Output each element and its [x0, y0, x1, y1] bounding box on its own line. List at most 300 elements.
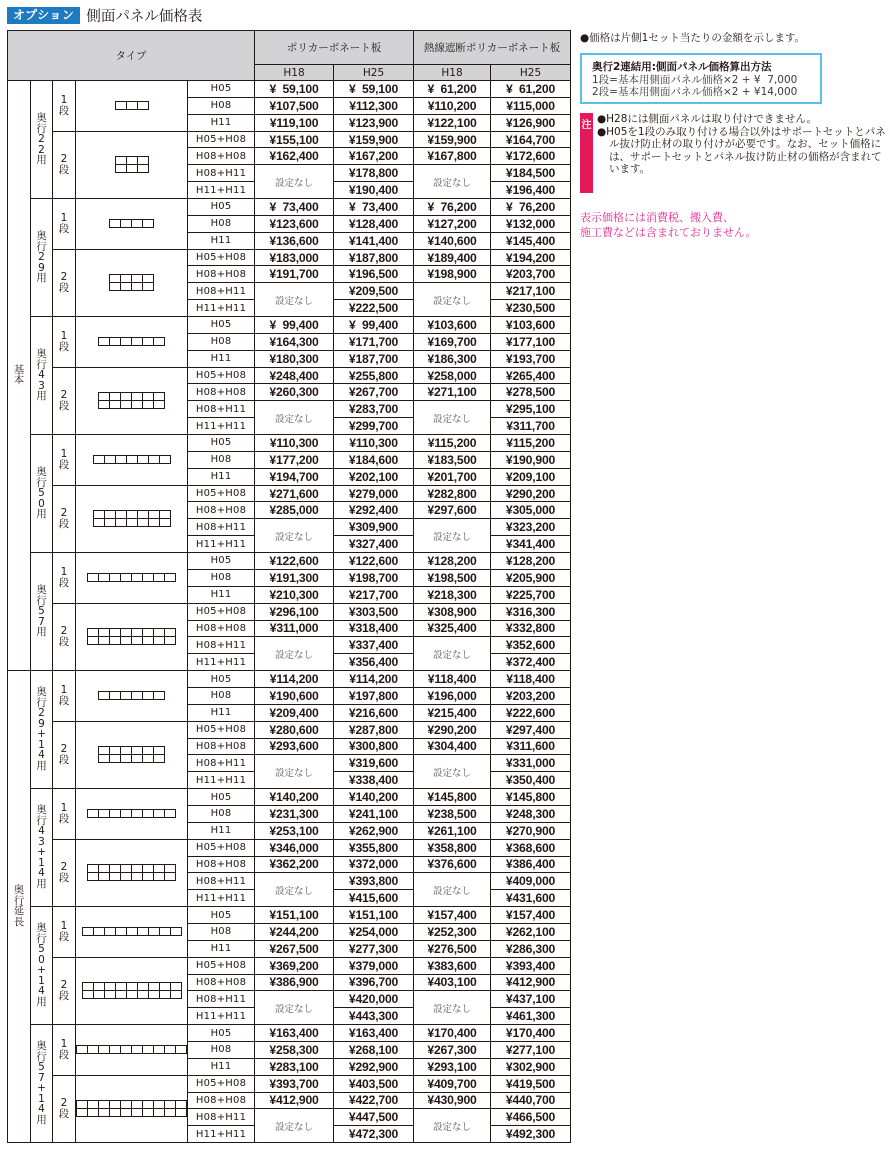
price-cell: ¥167,200 — [334, 148, 414, 165]
price-cell: ¥183,000 — [255, 249, 334, 266]
price-cell: ¥332,800 — [491, 620, 571, 637]
size-label: H11 — [188, 232, 255, 249]
size-label: H11+H11 — [188, 536, 255, 553]
size-label: H08+H11 — [188, 755, 255, 772]
tier-label-text: 2段 — [58, 979, 70, 1002]
price-cell: ¥252,300 — [414, 923, 491, 940]
price-cell: ¥292,900 — [334, 1058, 414, 1075]
tier-label-text: 1段 — [58, 920, 70, 943]
price-cell: ¥323,200 — [491, 519, 571, 536]
price-cell: ¥422,700 — [334, 1092, 414, 1109]
depth-label — [31, 317, 53, 435]
depth-label — [31, 1025, 53, 1143]
price-cell: ¥302,900 — [491, 1058, 571, 1075]
tier-label-text: 2段 — [58, 625, 70, 648]
panel-2-tier-diagram-icon — [93, 510, 171, 527]
price-cell: ¥164,700 — [491, 131, 571, 148]
tier-label-text: 2段 — [58, 1097, 70, 1120]
price-cell: ¥437,100 — [491, 991, 571, 1008]
price-cell: ¥372,000 — [334, 856, 414, 873]
price-cell: ¥352,600 — [491, 637, 571, 654]
panel-1-tier-diagram-icon — [87, 573, 176, 582]
price-cell: ¥466,500 — [491, 1109, 571, 1126]
price-cell: ¥278,500 — [491, 384, 571, 401]
price-cell: ¥ 73,400 — [334, 199, 414, 216]
price-cell: ¥285,000 — [255, 502, 334, 519]
price-not-available: 設定なし — [414, 519, 491, 553]
price-cell: ¥218,300 — [414, 586, 491, 603]
size-label: H05+H08 — [188, 957, 255, 974]
side-notes — [580, 30, 886, 240]
price-cell: ¥190,400 — [334, 182, 414, 199]
price-cell: ¥412,900 — [255, 1092, 334, 1109]
size-label: H11+H11 — [188, 300, 255, 317]
table-row — [8, 907, 571, 924]
panel-diagram-cell — [76, 957, 188, 1024]
price-cell: ¥189,400 — [414, 249, 491, 266]
depth-label-text: 奥行22用 — [36, 112, 47, 166]
price-cell: ¥393,400 — [491, 957, 571, 974]
depth-label — [31, 81, 53, 199]
price-cell: ¥162,400 — [255, 148, 334, 165]
group-label — [8, 81, 31, 671]
price-not-available: 設定なし — [414, 283, 491, 317]
size-label: H08 — [188, 1041, 255, 1058]
size-label: H08+H11 — [188, 283, 255, 300]
depth-label-text: 奥行50用 — [36, 466, 47, 521]
price-cell: ¥244,200 — [255, 923, 334, 940]
price-cell: ¥114,200 — [255, 671, 334, 688]
price-cell: ¥241,100 — [334, 805, 414, 822]
size-label: H08+H11 — [188, 637, 255, 654]
price-cell: ¥222,600 — [491, 704, 571, 721]
price-cell: ¥327,400 — [334, 536, 414, 553]
price-cell: ¥177,100 — [491, 333, 571, 350]
price-cell: ¥409,000 — [491, 873, 571, 890]
tier-label — [53, 317, 76, 368]
price-not-available: 設定なし — [414, 165, 491, 199]
price-cell: ¥187,800 — [334, 249, 414, 266]
depth-label — [31, 789, 53, 907]
price-cell: ¥103,600 — [491, 317, 571, 334]
price-not-available: 設定なし — [414, 755, 491, 789]
price-cell: ¥203,200 — [491, 687, 571, 704]
price-cell: ¥337,400 — [334, 637, 414, 654]
size-label: H05 — [188, 1025, 255, 1042]
tier-label — [53, 907, 76, 958]
tier-label — [53, 249, 76, 316]
price-cell: ¥346,000 — [255, 839, 334, 856]
size-label: H11 — [188, 822, 255, 839]
price-cell: ¥386,400 — [491, 856, 571, 873]
price-cell: ¥ 76,200 — [414, 199, 491, 216]
panel-diagram-cell — [76, 367, 188, 434]
price-cell: ¥167,800 — [414, 148, 491, 165]
size-label: H08+H11 — [188, 991, 255, 1008]
table-row — [8, 603, 571, 620]
tier-label — [53, 721, 76, 788]
price-cell: ¥126,900 — [491, 114, 571, 131]
price-cell: ¥140,200 — [334, 789, 414, 806]
price-cell: ¥303,500 — [334, 603, 414, 620]
tier-label — [53, 199, 76, 250]
price-cell: ¥287,800 — [334, 721, 414, 738]
price-cell: ¥170,400 — [491, 1025, 571, 1042]
size-label: H05 — [188, 435, 255, 452]
size-label: H11 — [188, 704, 255, 721]
tier-label-text: 2段 — [58, 153, 70, 176]
price-cell: ¥258,300 — [255, 1041, 334, 1058]
price-cell: ¥299,700 — [334, 418, 414, 435]
size-label: H08+H11 — [188, 401, 255, 418]
price-cell: ¥271,600 — [255, 485, 334, 502]
material-header-polycarbonate: ポリカーボネート板 — [255, 31, 414, 65]
price-cell: ¥419,500 — [491, 1075, 571, 1092]
price-cell: ¥198,700 — [334, 569, 414, 586]
price-cell: ¥107,500 — [255, 97, 334, 114]
price-cell: ¥258,000 — [414, 367, 491, 384]
price-not-available: 設定なし — [255, 991, 334, 1025]
size-label: H11+H11 — [188, 1008, 255, 1025]
tier-label-text: 1段 — [58, 448, 70, 471]
price-not-available: 設定なし — [414, 873, 491, 907]
size-label: H05+H08 — [188, 485, 255, 502]
price-cell: ¥325,400 — [414, 620, 491, 637]
table-row — [8, 249, 571, 266]
price-cell: ¥184,600 — [334, 451, 414, 468]
tier-label — [53, 485, 76, 552]
price-not-available: 設定なし — [255, 755, 334, 789]
price-not-available: 設定なし — [255, 1109, 334, 1143]
price-cell: ¥196,000 — [414, 687, 491, 704]
price-cell: ¥292,400 — [334, 502, 414, 519]
price-cell: ¥141,400 — [334, 232, 414, 249]
size-label: H05 — [188, 789, 255, 806]
tier-label-text: 1段 — [58, 802, 70, 825]
price-cell: ¥254,000 — [334, 923, 414, 940]
panel-1-tier-diagram-icon — [98, 337, 165, 346]
table-row — [8, 553, 571, 570]
price-cell: ¥461,300 — [491, 1008, 571, 1025]
panel-diagram-cell — [76, 839, 188, 906]
panel-2-tier-diagram-icon — [76, 1100, 187, 1117]
price-cell: ¥293,600 — [255, 738, 334, 755]
price-cell: ¥248,400 — [255, 367, 334, 384]
price-cell: ¥205,900 — [491, 569, 571, 586]
price-cell: ¥277,100 — [491, 1041, 571, 1058]
price-cell: ¥170,400 — [414, 1025, 491, 1042]
price-cell: ¥267,300 — [414, 1041, 491, 1058]
price-cell: ¥115,000 — [491, 97, 571, 114]
price-cell: ¥112,300 — [334, 97, 414, 114]
tax-notice-line: 施工費などは含まれておりません。 — [580, 225, 757, 239]
price-cell: ¥311,000 — [255, 620, 334, 637]
price-cell: ¥443,300 — [334, 1008, 414, 1025]
price-cell: ¥412,900 — [491, 974, 571, 991]
price-cell: ¥356,400 — [334, 654, 414, 671]
price-cell: ¥331,000 — [491, 755, 571, 772]
size-label: H08 — [188, 805, 255, 822]
price-cell: ¥210,300 — [255, 586, 334, 603]
panel-2-tier-diagram-icon — [82, 982, 182, 999]
size-label: H08+H08 — [188, 738, 255, 755]
price-cell: ¥217,100 — [491, 283, 571, 300]
price-cell: ¥215,400 — [414, 704, 491, 721]
price-cell: ¥136,600 — [255, 232, 334, 249]
price-cell: ¥355,800 — [334, 839, 414, 856]
panel-2-tier-diagram-icon — [98, 392, 165, 409]
panel-1-tier-diagram-icon — [93, 455, 171, 464]
price-cell: ¥231,300 — [255, 805, 334, 822]
price-cell: ¥140,600 — [414, 232, 491, 249]
table-row — [8, 435, 571, 452]
price-cell: ¥283,100 — [255, 1058, 334, 1075]
price-cell: ¥151,100 — [334, 907, 414, 924]
price-cell: ¥230,500 — [491, 300, 571, 317]
price-cell: ¥132,000 — [491, 215, 571, 232]
price-cell: ¥379,000 — [334, 957, 414, 974]
price-cell: ¥ 76,200 — [491, 199, 571, 216]
panel-1-tier-diagram-icon — [87, 809, 176, 818]
price-cell: ¥216,600 — [334, 704, 414, 721]
group-label-text: 基本 — [13, 363, 25, 387]
size-label: H11 — [188, 1058, 255, 1075]
price-cell: ¥409,700 — [414, 1075, 491, 1092]
price-cell: ¥ 61,200 — [491, 81, 571, 98]
price-cell: ¥103,600 — [414, 317, 491, 334]
price-cell: ¥295,100 — [491, 401, 571, 418]
caution-list — [597, 113, 886, 193]
price-cell: ¥268,100 — [334, 1041, 414, 1058]
panel-1-tier-diagram-icon — [115, 101, 149, 110]
price-cell: ¥393,700 — [255, 1075, 334, 1092]
caution-mark: 注 — [580, 113, 593, 193]
size-label: H05 — [188, 907, 255, 924]
size-label: H05 — [188, 317, 255, 334]
price-cell: ¥ 99,400 — [255, 317, 334, 334]
size-label: H11 — [188, 114, 255, 131]
tier-label-text: 2段 — [58, 861, 70, 884]
panel-diagram-cell — [76, 603, 188, 670]
price-cell: ¥372,400 — [491, 654, 571, 671]
price-cell: ¥383,600 — [414, 957, 491, 974]
price-cell: ¥282,800 — [414, 485, 491, 502]
price-cell: ¥140,200 — [255, 789, 334, 806]
size-label: H08+H11 — [188, 1109, 255, 1126]
price-cell: ¥178,800 — [334, 165, 414, 182]
tier-label-text: 1段 — [58, 94, 70, 117]
price-cell: ¥119,100 — [255, 114, 334, 131]
table-row — [8, 789, 571, 806]
price-cell: ¥190,900 — [491, 451, 571, 468]
size-label: H08+H08 — [188, 148, 255, 165]
price-not-available: 設定なし — [414, 991, 491, 1025]
size-label: H08 — [188, 923, 255, 940]
height-header: H25 — [334, 65, 414, 81]
size-label: H08 — [188, 215, 255, 232]
price-cell: ¥110,200 — [414, 97, 491, 114]
depth-label — [31, 199, 53, 317]
price-cell: ¥122,100 — [414, 114, 491, 131]
price-cell: ¥128,200 — [414, 553, 491, 570]
price-cell: ¥222,500 — [334, 300, 414, 317]
size-label: H05 — [188, 553, 255, 570]
price-cell: ¥492,300 — [491, 1126, 571, 1143]
price-cell: ¥309,900 — [334, 519, 414, 536]
size-label: H11 — [188, 350, 255, 367]
price-cell: ¥ 59,100 — [334, 81, 414, 98]
price-not-available: 設定なし — [255, 401, 334, 435]
size-label: H11+H11 — [188, 890, 255, 907]
table-row — [8, 81, 571, 98]
price-cell: ¥184,500 — [491, 165, 571, 182]
price-cell: ¥311,600 — [491, 738, 571, 755]
price-cell: ¥157,400 — [414, 907, 491, 924]
price-cell: ¥122,600 — [255, 553, 334, 570]
price-cell: ¥194,200 — [491, 249, 571, 266]
price-cell: ¥415,600 — [334, 890, 414, 907]
price-cell: ¥431,600 — [491, 890, 571, 907]
price-cell: ¥253,100 — [255, 822, 334, 839]
price-cell: ¥191,700 — [255, 266, 334, 283]
depth-label — [31, 553, 53, 671]
size-label: H08+H08 — [188, 266, 255, 283]
price-cell: ¥276,500 — [414, 940, 491, 957]
group-label — [8, 671, 31, 1143]
price-not-available: 設定なし — [255, 519, 334, 553]
price-cell: ¥277,300 — [334, 940, 414, 957]
price-cell: ¥308,900 — [414, 603, 491, 620]
size-label: H08+H08 — [188, 620, 255, 637]
price-cell: ¥279,000 — [334, 485, 414, 502]
size-label: H05 — [188, 81, 255, 98]
price-cell: ¥403,100 — [414, 974, 491, 991]
size-label: H11+H11 — [188, 654, 255, 671]
group-label-text: 奥行延長 — [13, 884, 25, 928]
size-label: H08+H08 — [188, 1092, 255, 1109]
calc-method-line: 1段=基本用側面パネル価格×2 + ¥ 7,000 — [592, 74, 798, 86]
price-cell: ¥209,100 — [491, 468, 571, 485]
price-cell: ¥420,000 — [334, 991, 414, 1008]
type-header: タイプ — [8, 31, 255, 81]
depth-label — [31, 907, 53, 1025]
tier-label-text: 2段 — [58, 271, 70, 294]
tier-label — [53, 367, 76, 434]
tax-notice — [580, 211, 886, 240]
size-label: H11+H11 — [188, 182, 255, 199]
price-cell: ¥157,400 — [491, 907, 571, 924]
panel-diagram-cell — [76, 907, 188, 958]
price-cell: ¥110,300 — [255, 435, 334, 452]
panel-diagram-cell — [76, 81, 188, 132]
page-title: 側面パネル価格表 — [86, 8, 203, 25]
tier-label — [53, 131, 76, 198]
price-cell: ¥217,700 — [334, 586, 414, 603]
price-cell: ¥260,300 — [255, 384, 334, 401]
size-label: H05+H08 — [188, 131, 255, 148]
depth-label-text: 奥行43+14用 — [36, 804, 47, 890]
tier-label — [53, 839, 76, 906]
table-row — [8, 671, 571, 688]
price-cell: ¥430,900 — [414, 1092, 491, 1109]
size-label: H05+H08 — [188, 367, 255, 384]
price-cell: ¥286,300 — [491, 940, 571, 957]
price-not-available: 設定なし — [255, 165, 334, 199]
price-cell: ¥338,400 — [334, 772, 414, 789]
price-basis-note: ●価格は片側1セット当たりの金額を示します。 — [580, 32, 806, 44]
price-cell: ¥118,400 — [491, 671, 571, 688]
tier-label — [53, 435, 76, 486]
price-cell: ¥186,300 — [414, 350, 491, 367]
price-cell: ¥267,700 — [334, 384, 414, 401]
height-header: H18 — [414, 65, 491, 81]
tier-label — [53, 603, 76, 670]
title-bar — [7, 6, 202, 24]
price-cell: ¥164,300 — [255, 333, 334, 350]
panel-diagram-cell — [76, 789, 188, 840]
price-cell: ¥196,500 — [334, 266, 414, 283]
table-row — [8, 1025, 571, 1042]
size-label: H05 — [188, 199, 255, 216]
price-cell: ¥127,200 — [414, 215, 491, 232]
price-cell: ¥271,100 — [414, 384, 491, 401]
table-row — [8, 131, 571, 148]
tier-label — [53, 789, 76, 840]
price-cell: ¥209,400 — [255, 704, 334, 721]
price-cell: ¥177,200 — [255, 451, 334, 468]
tier-label-text: 2段 — [58, 743, 70, 766]
price-cell: ¥267,500 — [255, 940, 334, 957]
price-cell: ¥472,300 — [334, 1126, 414, 1143]
price-cell: ¥151,100 — [255, 907, 334, 924]
price-table — [7, 30, 571, 1143]
height-header: H18 — [255, 65, 334, 81]
table-row — [8, 839, 571, 856]
price-cell: ¥123,600 — [255, 215, 334, 232]
tier-label-text: 2段 — [58, 389, 70, 412]
price-cell: ¥396,700 — [334, 974, 414, 991]
price-cell: ¥194,700 — [255, 468, 334, 485]
size-label: H11+H11 — [188, 1126, 255, 1143]
price-cell: ¥280,600 — [255, 721, 334, 738]
price-cell: ¥203,700 — [491, 266, 571, 283]
size-label: H11 — [188, 468, 255, 485]
price-cell: ¥ 99,400 — [334, 317, 414, 334]
price-cell: ¥172,600 — [491, 148, 571, 165]
material-header-heat-shield: 熱線遮断ポリカーボネート板 — [414, 31, 571, 65]
size-label: H11+H11 — [188, 772, 255, 789]
size-label: H11 — [188, 940, 255, 957]
panel-diagram-cell — [76, 485, 188, 552]
panel-2-tier-diagram-icon — [115, 156, 149, 173]
price-cell: ¥350,400 — [491, 772, 571, 789]
size-label: H08 — [188, 687, 255, 704]
panel-diagram-cell — [76, 317, 188, 368]
size-label: H08+H11 — [188, 519, 255, 536]
price-cell: ¥255,800 — [334, 367, 414, 384]
price-cell: ¥296,100 — [255, 603, 334, 620]
price-cell: ¥155,100 — [255, 131, 334, 148]
price-cell: ¥169,700 — [414, 333, 491, 350]
price-cell: ¥304,400 — [414, 738, 491, 755]
tier-label-text: 1段 — [58, 684, 70, 707]
size-label: H08 — [188, 569, 255, 586]
tier-label-text: 1段 — [58, 1038, 70, 1061]
depth-label — [31, 435, 53, 553]
tax-notice-line: 表示価格には消費税、搬入費、 — [580, 211, 734, 224]
price-not-available: 設定なし — [414, 1109, 491, 1143]
price-cell: ¥393,800 — [334, 873, 414, 890]
